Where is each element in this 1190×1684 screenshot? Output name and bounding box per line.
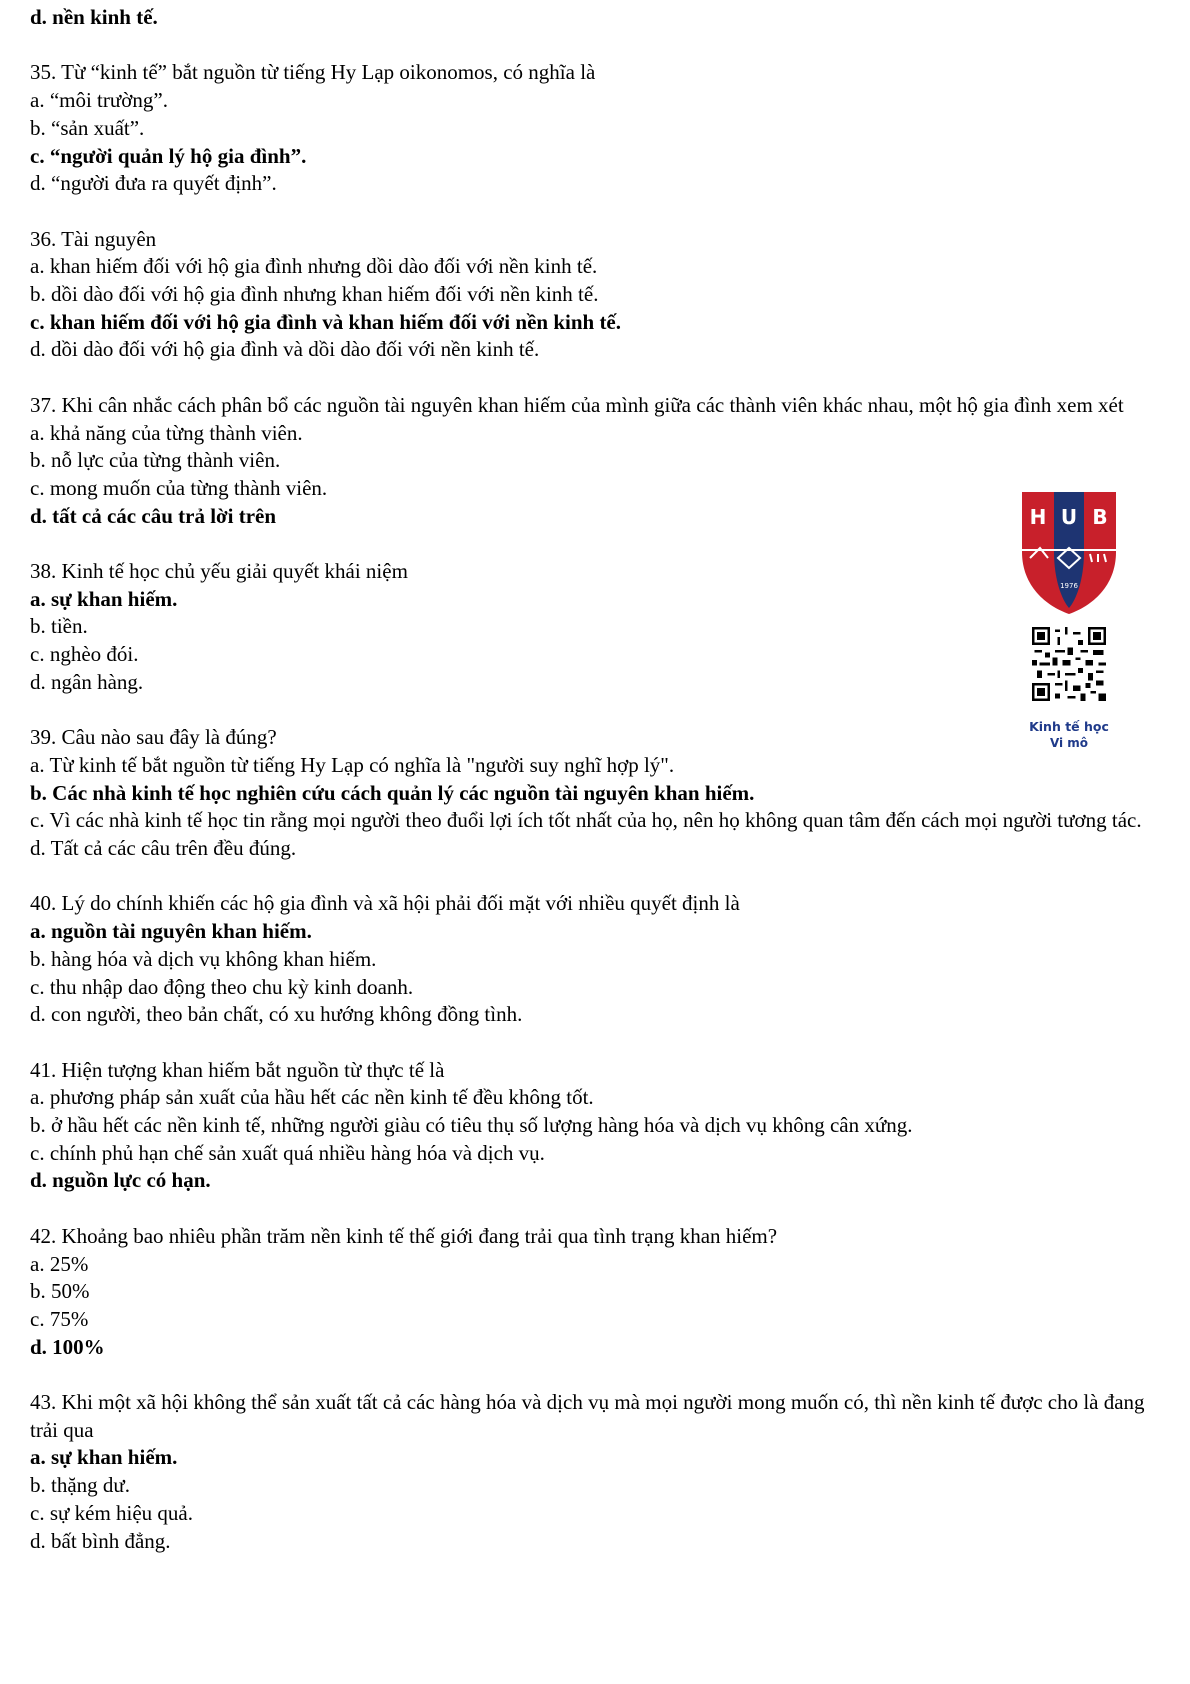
answer-option: d. “người đưa ra quyết định”. — [30, 171, 277, 196]
answer-option: a. khan hiếm đối với hộ gia đình nhưng dồi dào đối với nền kinh tế. — [30, 254, 598, 279]
hub-logo-block — [1018, 488, 1120, 756]
question-block — [30, 558, 1170, 697]
question-block — [30, 59, 1170, 198]
answer-option: b. tiền. — [30, 614, 88, 639]
previous-question-tail — [30, 4, 1170, 32]
answer-option: b. nỗ lực của từng thành viên. — [30, 448, 281, 473]
question-block — [30, 724, 1170, 863]
answer-option: b. ở hầu hết các nền kinh tế, những người giàu có tiêu thụ số lượng hàng hóa và dịch vụ không cân xứng. — [30, 1113, 913, 1138]
question-block — [30, 1389, 1170, 1555]
question-stem: 36. Tài nguyên — [30, 226, 157, 251]
shield-year: 1976 — [1060, 582, 1078, 590]
answer-option: d. bất bình đẳng. — [30, 1528, 171, 1553]
answer-option: a. Từ kinh tế bắt nguồn từ tiếng Hy Lạp có nghĩa là "người suy nghĩ hợp lý". — [30, 752, 675, 777]
answer-option-correct: d. nguồn lực có hạn. — [30, 1168, 211, 1193]
qr-code-icon — [1032, 627, 1106, 701]
answer-option: d. ngân hàng. — [30, 669, 144, 694]
question-block — [30, 392, 1170, 531]
quiz-document — [30, 4, 1170, 1583]
shield-letter-u: U — [1060, 505, 1078, 529]
answer-option: d. Tất cả các câu trên đều đúng. — [30, 836, 297, 861]
answer-option: b. 50% — [30, 1279, 90, 1304]
answer-option: b. thặng dư. — [30, 1473, 131, 1498]
lead-option: d. nền kinh tế. — [30, 5, 158, 29]
shield-letter-h: H — [1029, 505, 1047, 529]
question-list — [30, 59, 1170, 1555]
question-stem: 39. Câu nào sau đây là đúng? — [30, 725, 277, 750]
question-stem: 40. Lý do chính khiến các hộ gia đình và xã hội phải đối mặt với nhiều quyết định là — [30, 891, 740, 916]
answer-option: b. “sản xuất”. — [30, 115, 145, 140]
answer-option: c. Vì các nhà kinh tế học tin rằng mọi người theo đuổi lợi ích tốt nhất của họ, nên họ không quan tâm đến cách mọi người tương tác. — [30, 808, 1142, 833]
question-stem: 42. Khoảng bao nhiêu phần trăm nền kinh tế thế giới đang trải qua tình trạng khan hiếm? — [30, 1223, 778, 1248]
question-block — [30, 226, 1170, 365]
question-block — [30, 1223, 1170, 1362]
answer-option-correct: c. “người quản lý hộ gia đình”. — [30, 143, 307, 168]
question-stem: 43. Khi một xã hội không thể sản xuất tất cả các hàng hóa và dịch vụ mà mọi người mong muốn có, thì nền kinh tế được cho là đang trải qua — [30, 1390, 1145, 1442]
answer-option: d. dồi dào đối với hộ gia đình và dồi dào đối với nền kinh tế. — [30, 337, 540, 362]
question-stem: 41. Hiện tượng khan hiếm bắt nguồn từ thực tế là — [30, 1057, 445, 1082]
brand-line-1: Kinh tế học — [1029, 719, 1109, 734]
question-stem: 38. Kinh tế học chủ yếu giải quyết khái niệm — [30, 559, 408, 583]
answer-option-correct: a. sự khan hiếm. — [30, 1445, 178, 1470]
answer-option: c. mong muốn của từng thành viên. — [30, 475, 328, 500]
question-stem: 35. Từ “kinh tế” bắt nguồn từ tiếng Hy Lạp oikonomos, có nghĩa là — [30, 60, 596, 85]
answer-option-correct: c. khan hiếm đối với hộ gia đình và khan hiếm đối với nền kinh tế. — [30, 309, 622, 334]
answer-option: b. dồi dào đối với hộ gia đình nhưng khan hiếm đối với nền kinh tế. — [30, 282, 599, 306]
answer-option-correct: b. Các nhà kinh tế học nghiên cứu cách quản lý các nguồn tài nguyên khan hiếm. — [30, 780, 755, 805]
hub-shield-logo — [1018, 488, 1120, 618]
shield-letter-b: B — [1092, 505, 1108, 529]
answer-option: a. phương pháp sản xuất của hầu hết các nền kinh tế đều không tốt. — [30, 1085, 594, 1110]
answer-option-correct: a. sự khan hiếm. — [30, 586, 178, 611]
answer-option: a. khả năng của từng thành viên. — [30, 420, 303, 445]
question-stem: 37. Khi cân nhắc cách phân bổ các nguồn tài nguyên khan hiếm của mình giữa các thành viên khác nhau, một hộ gia đình xem xét — [30, 392, 1124, 417]
answer-option: a. 25% — [30, 1251, 89, 1276]
answer-option-correct: d. 100% — [30, 1334, 105, 1359]
answer-option: d. con người, theo bản chất, có xu hướng không đồng tình. — [30, 1002, 523, 1027]
answer-option: c. chính phủ hạn chế sản xuất quá nhiều hàng hóa và dịch vụ. — [30, 1140, 545, 1165]
brand-line-2: Vi mô — [1049, 736, 1089, 750]
answer-option: c. thu nhập dao động theo chu kỳ kinh doanh. — [30, 974, 414, 999]
question-block — [30, 890, 1170, 1029]
answer-option: a. “môi trường”. — [30, 88, 168, 113]
answer-option-correct: a. nguồn tài nguyên khan hiếm. — [30, 919, 312, 944]
answer-option: b. hàng hóa và dịch vụ không khan hiếm. — [30, 946, 377, 971]
answer-option: c. sự kém hiệu quả. — [30, 1500, 194, 1525]
answer-option-correct: d. tất cả các câu trả lời trên — [30, 503, 277, 528]
answer-option: c. 75% — [30, 1306, 89, 1331]
question-block — [30, 1057, 1170, 1196]
answer-option: c. nghèo đói. — [30, 642, 139, 667]
